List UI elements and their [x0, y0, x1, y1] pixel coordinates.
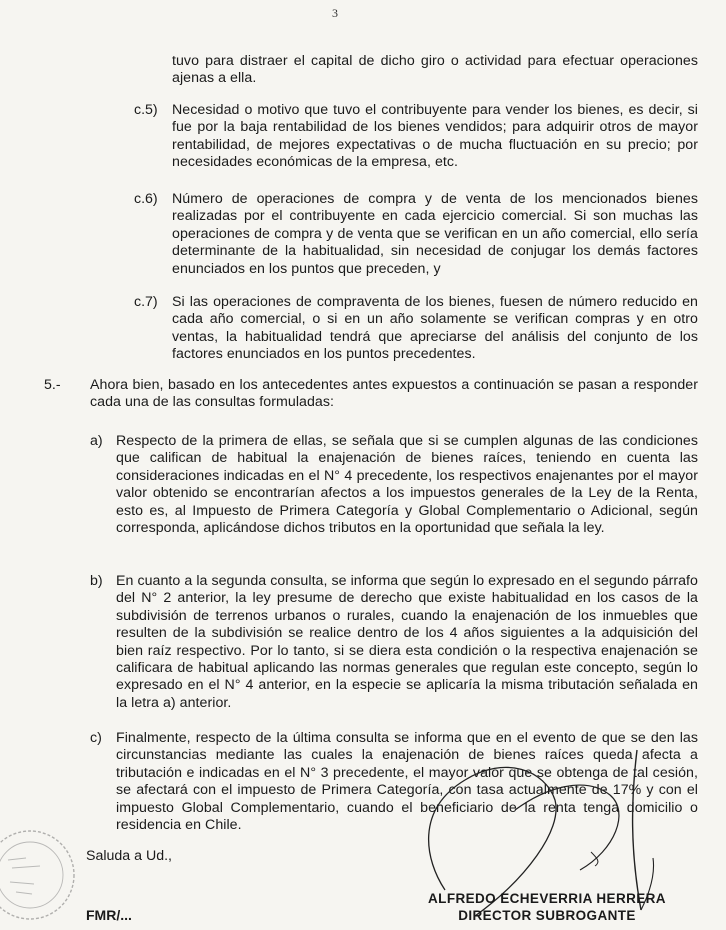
signer-name: ALFREDO ECHEVERRIA HERRERA: [428, 891, 666, 906]
closing-salutation: Saluda a Ud.,: [86, 848, 172, 864]
point-label-c6: c.6): [134, 191, 158, 207]
answer-label-c: c): [90, 730, 102, 746]
official-stamp: [0, 820, 78, 930]
signer-title: DIRECTOR SUBROGANTE: [458, 908, 636, 923]
section-5-label: 5.-: [44, 377, 61, 393]
continuation-paragraph: tuvo para distraer el capital de dicho giro o actividad para efectuar operaciones ajenas a ella.: [172, 53, 698, 87]
section-5-text: Ahora bien, basado en los antecedentes antes expuestos a continuación se pasan a responder cada una de las consultas formuladas:: [90, 377, 698, 411]
typist-initials: FMR/...: [86, 907, 132, 923]
answer-label-a: a): [90, 433, 103, 449]
answer-text-c: Finalmente, respecto de la última consulta se informa que en el evento de que se den las circunstancias mediante las cuales la enajenación de bienes raíces queda afecta a tributación e indicadas en el N° 3 precedente, el mayor valor que se obtenga de tal cesión, se afectará con el impuesto de Primera Categoría, con tasa actualmente de 17% y con el impuesto Global Complementario, cuando el beneficiario de la renta tenga domicilio o residencia en Chile.: [116, 730, 698, 834]
point-text-c5: Necesidad o motivo que tuvo el contribuyente para vender los bienes, es decir, si fue por la baja rentabilidad de los bienes vendidos; para adquirir otros de mayor rentabilidad, de mejores expectativas o de mucha fluctuación en su precio; por necesidades económicas de la empresa, etc.: [172, 102, 698, 171]
answer-text-b: En cuanto a la segunda consulta, se informa que según lo expresado en el segundo párrafo del N° 2 anterior, la ley presume de derecho que existe habitualidad en los casos de la subdivisión de terrenos urbanos o rurales, cuando la enajenación de los inmuebles que resulten de la subdivisión se realice dentro de los 4 años siguientes a la adquisición del bien raíz respectivo. Por lo tanto, si se diera esta condición o la respectiva enajenación se calificara de habitual aplicando las normas generales que regulan este concepto, según lo expresado en el N° 4 anterior, en la especie se aplicaría la misma tributación señalada en la letra a) anterior.: [116, 573, 698, 711]
page-number: 3: [332, 6, 338, 20]
answer-text-a: Respecto de la primera de ellas, se señala que si se cumplen algunas de las condiciones que califican de habitual la enajenación de bienes raíces, teniendo en cuenta las consideraciones indicadas en el N° 4 precedente, los respectivos enajenantes por el mayor valor obtenido se encontrarían afectos a los impuestos generales de la Ley de la Renta, esto es, al Impuesto de Primera Categoría y Global Complementario o Adicional, según corresponda, aplicándose dichos tributos en la oportunidad que señala la ley.: [116, 433, 698, 537]
point-label-c5: c.5): [134, 102, 158, 118]
point-text-c6: Número de operaciones de compra y de venta de los mencionados bienes realizadas por el contribuyente en cada ejercicio comercial. Si son muchas las operaciones de compra y de venta que se verifican en un año comercial, ello sería determinante de la habitualidad, sin necesidad de conjugar los demás factores enunciados en los puntos que preceden, y: [172, 191, 698, 277]
answer-label-b: b): [90, 573, 103, 589]
point-label-c7: c.7): [134, 294, 158, 310]
point-text-c7: Si las operaciones de compraventa de los bienes, fuesen de número reducido en cada año comercial, o si en un año solamente se verifican compras y en otro ventas, la habitualidad tendrá que apreciarse del análisis del conjunto de los factores enunciados en los puntos precedentes.: [172, 294, 698, 363]
